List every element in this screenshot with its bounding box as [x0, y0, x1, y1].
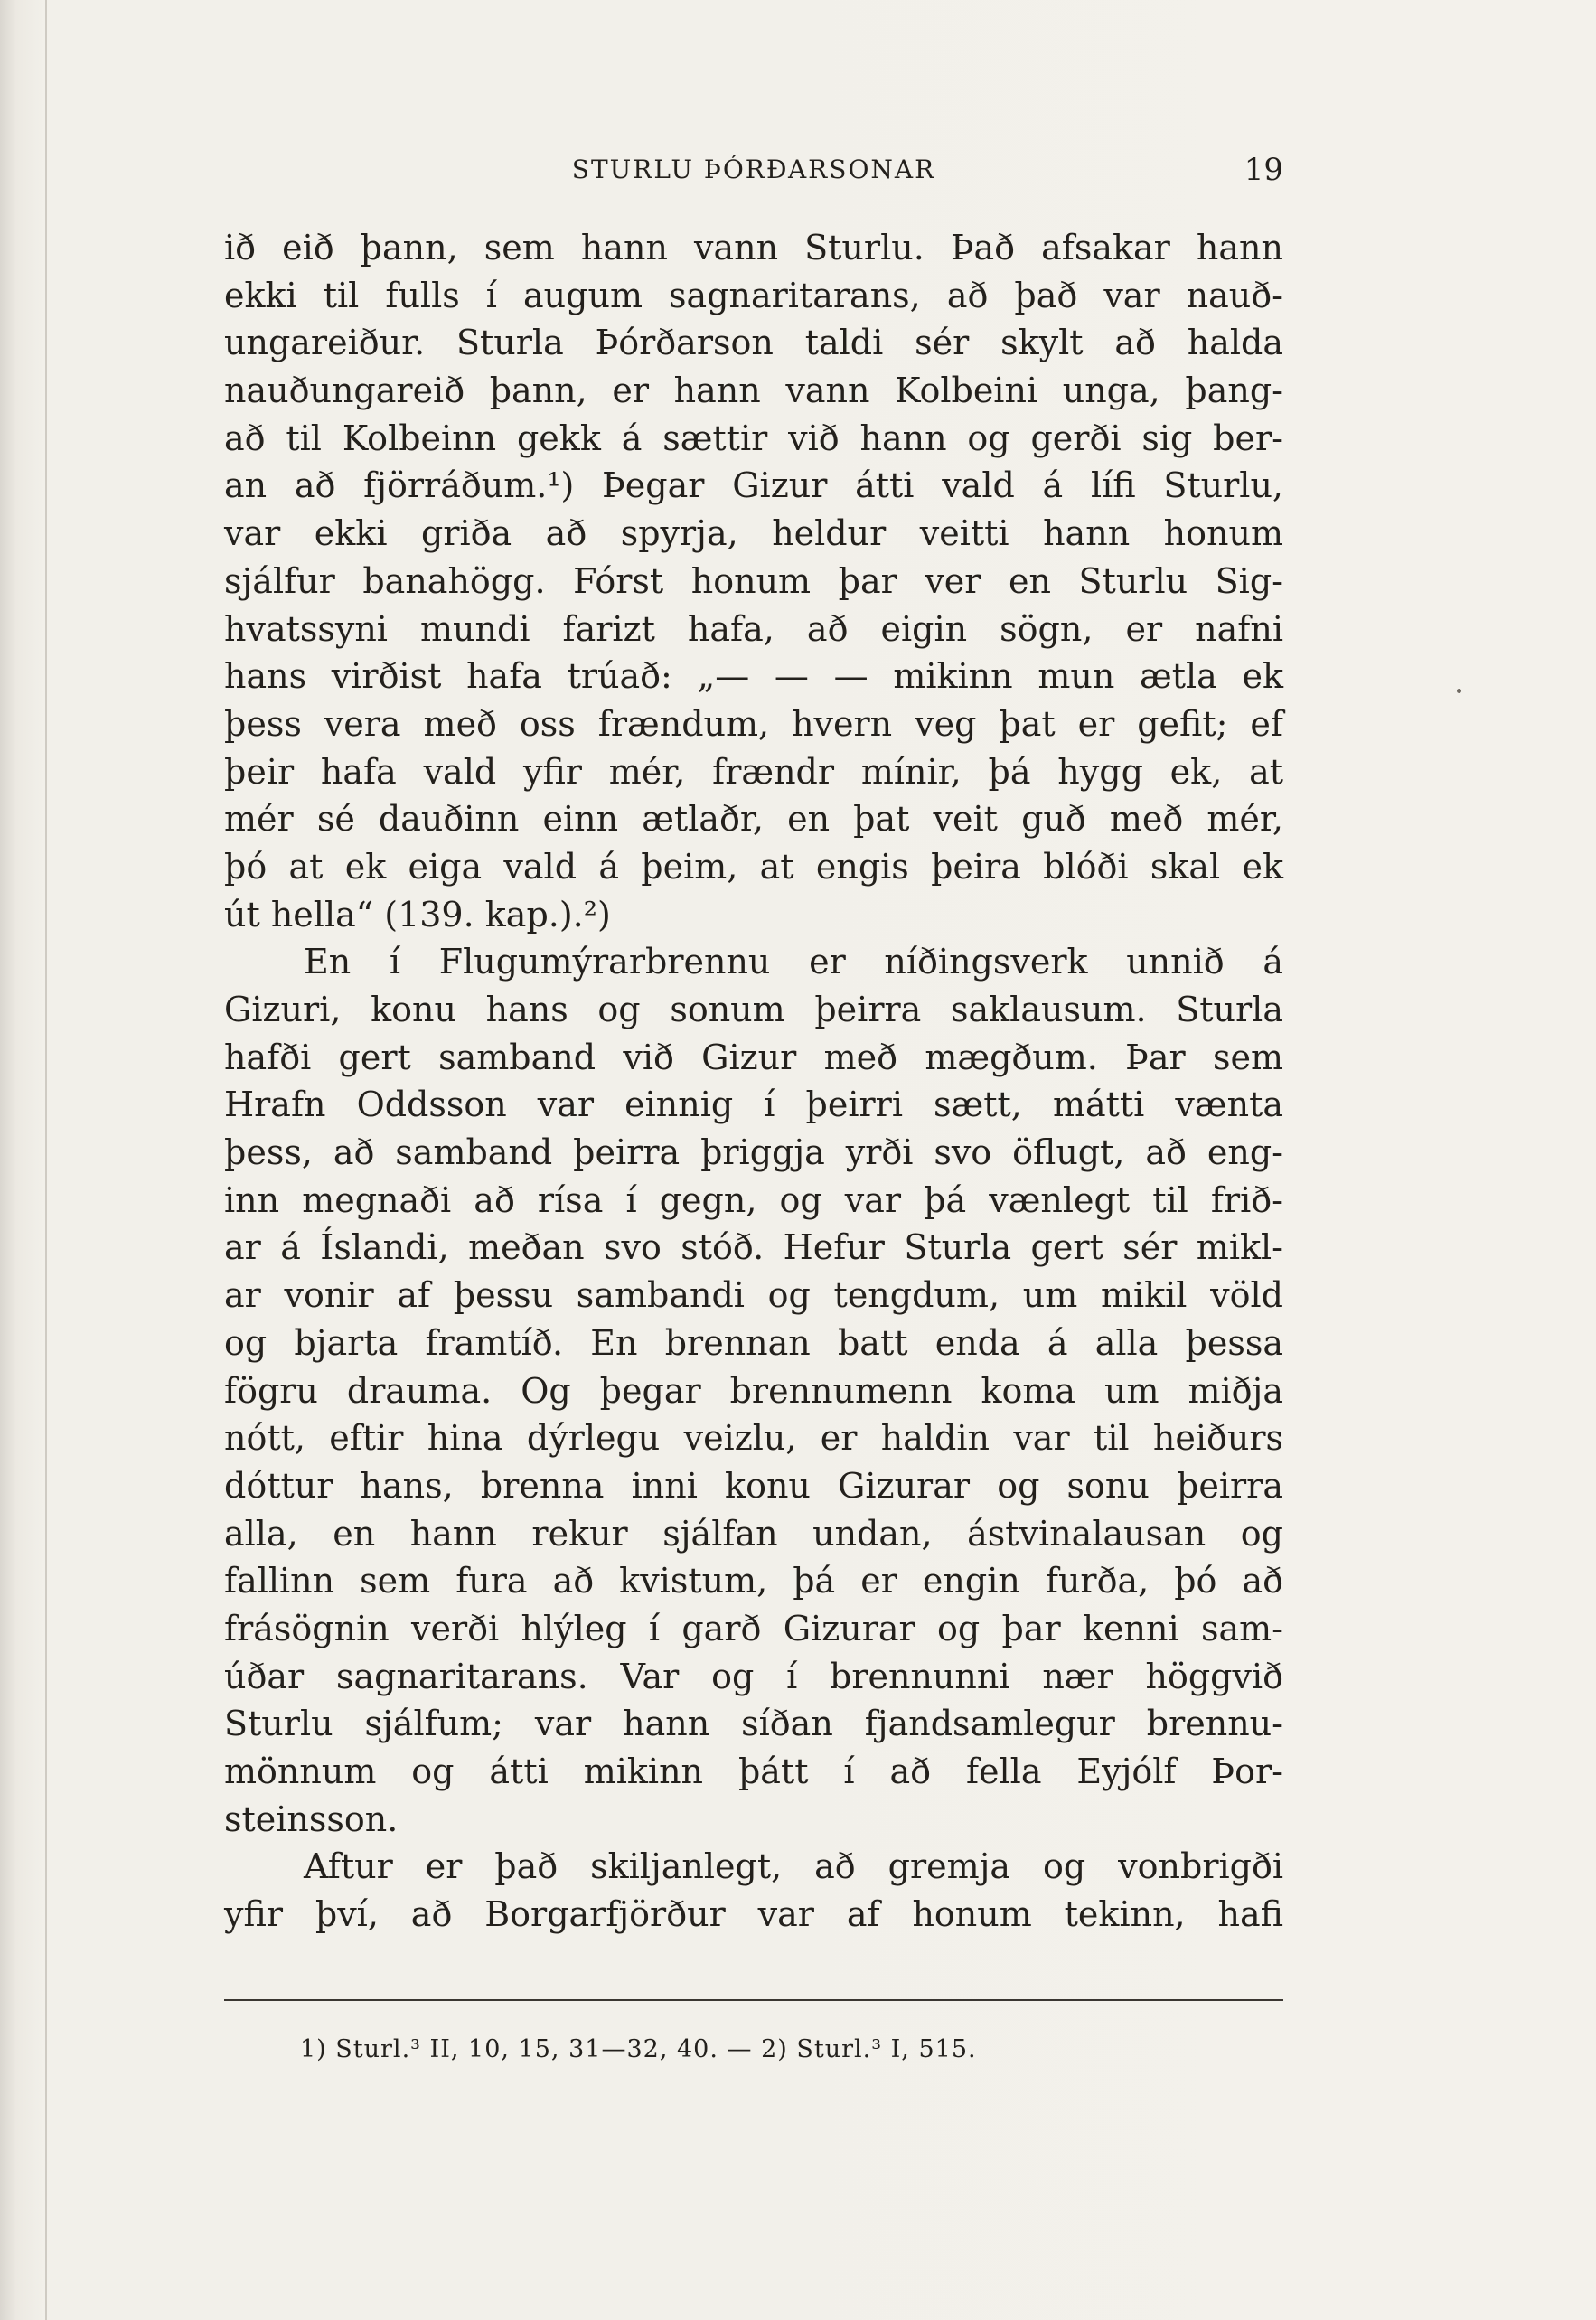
text-line: ar á Íslandi, meðan svo stóð. Hefur Sturla gert sér mikl- — [224, 1227, 1283, 1268]
text-line: mönnum og átti mikinn þátt í að fella Eyjólf Þor- — [224, 1752, 1283, 1791]
text-line: hafði gert samband við Gizur með mægðum. Þar sem — [224, 1037, 1283, 1077]
text-line: ekki til fulls í augum sagnaritarans, að það var nauð- — [224, 275, 1283, 315]
text-line: ið eið þann, sem hann vann Sturlu. Það afsakar hann — [224, 228, 1283, 268]
text-line: frásögnin verði hlýleg í garð Gizurar og þar kenni sam- — [224, 1608, 1283, 1648]
text-line: að til Kolbeinn gekk á sættir við hann og gerði sig ber- — [224, 418, 1283, 458]
body-text — [224, 224, 1283, 1939]
text-line: steinsson. — [224, 1799, 399, 1839]
text-line: nótt, eftir hina dýrlegu veizlu, er haldin var til heiðurs — [224, 1418, 1283, 1459]
text-line: mér sé dauðinn einn ætlaðr, en þat veit guð með mér, — [224, 799, 1283, 840]
text-line: dóttur hans, brenna inni konu Gizurar og sonu þeirra — [224, 1465, 1283, 1506]
text-line: En í Flugumýrarbrennu er níðingsverk unnið á — [304, 942, 1283, 982]
text-line: alla, en hann rekur sjálfan undan, ástvinalausan og — [224, 1513, 1283, 1554]
running-header — [224, 152, 1283, 188]
text-line: ungareiður. Sturla Þórðarson taldi sér skylt að halda — [224, 323, 1283, 363]
text-line: fögru drauma. Og þegar brennumenn koma um miðja — [224, 1370, 1283, 1411]
text-line: inn megnaði að rísa í gegn, og var þá vænlegt til frið- — [224, 1179, 1283, 1220]
page-number: 19 — [1244, 152, 1283, 188]
text-line: var ekki griða að spyrja, heldur veitti hann honum — [224, 513, 1283, 554]
text-line: þeir hafa vald yfir mér, frændr mínir, þá hygg ek, at — [224, 751, 1283, 792]
paper-speck — [1457, 689, 1461, 693]
text-line: Aftur er það skiljanlegt, að gremja og vonbrigði — [304, 1846, 1283, 1887]
text-line: ar vonir af þessu sambandi og tengdum, um mikil völd — [224, 1275, 1283, 1316]
text-line: hvatssyni mundi farizt hafa, að eigin sögn, er nafni — [224, 608, 1283, 649]
text-line: hans virðist hafa trúað: „— — — mikinn mun ætla ek — [224, 656, 1283, 697]
text-line: Gizuri, konu hans og sonum þeirra saklausum. Sturla — [224, 990, 1283, 1029]
text-line: fallinn sem fura að kvistum, þá er engin furða, þó að — [224, 1561, 1283, 1601]
page-gutter-edge — [45, 0, 47, 2320]
text-line: Sturlu sjálfum; var hann síðan fjandsamlegur brennu- — [224, 1704, 1283, 1744]
text-line: úðar sagnaritarans. Var og í brennunni nær höggvið — [224, 1656, 1283, 1696]
text-line: yfir því, að Borgarfjörður var af honum tekinn, hafi — [224, 1894, 1283, 1935]
text-line: þó at ek eiga vald á þeim, at engis þeira blóði skal ek — [224, 846, 1283, 887]
footnotes: 1) Sturl.³ II, 10, 15, 31—32, 40. — 2) Sturl.³ I, 515. — [300, 2035, 977, 2063]
text-line: Hrafn Oddsson var einnig í þeirri sætt, mátti vænta — [224, 1085, 1283, 1125]
text-line: an að fjörráðum.¹) Þegar Gizur átti vald á lífi Sturlu, — [224, 465, 1283, 506]
text-line: þess vera með oss frændum, hvern veg þat er gefit; ef — [224, 703, 1283, 744]
text-line: þess, að samband þeirra þriggja yrði svo öflugt, að eng- — [224, 1132, 1283, 1173]
footnote-rule — [224, 1999, 1283, 2001]
text-line: nauðungareið þann, er hann vann Kolbeini unga, þang- — [224, 371, 1283, 411]
text-line: og bjarta framtíð. En brennan batt enda á alla þessa — [224, 1322, 1283, 1363]
text-line: út hella“ (139. kap.).²) — [224, 894, 611, 935]
header-title: STURLU ÞÓRÐARSONAR — [571, 155, 936, 184]
text-line: sjálfur banahögg. Fórst honum þar ver en Sturlu Sig- — [224, 560, 1283, 601]
